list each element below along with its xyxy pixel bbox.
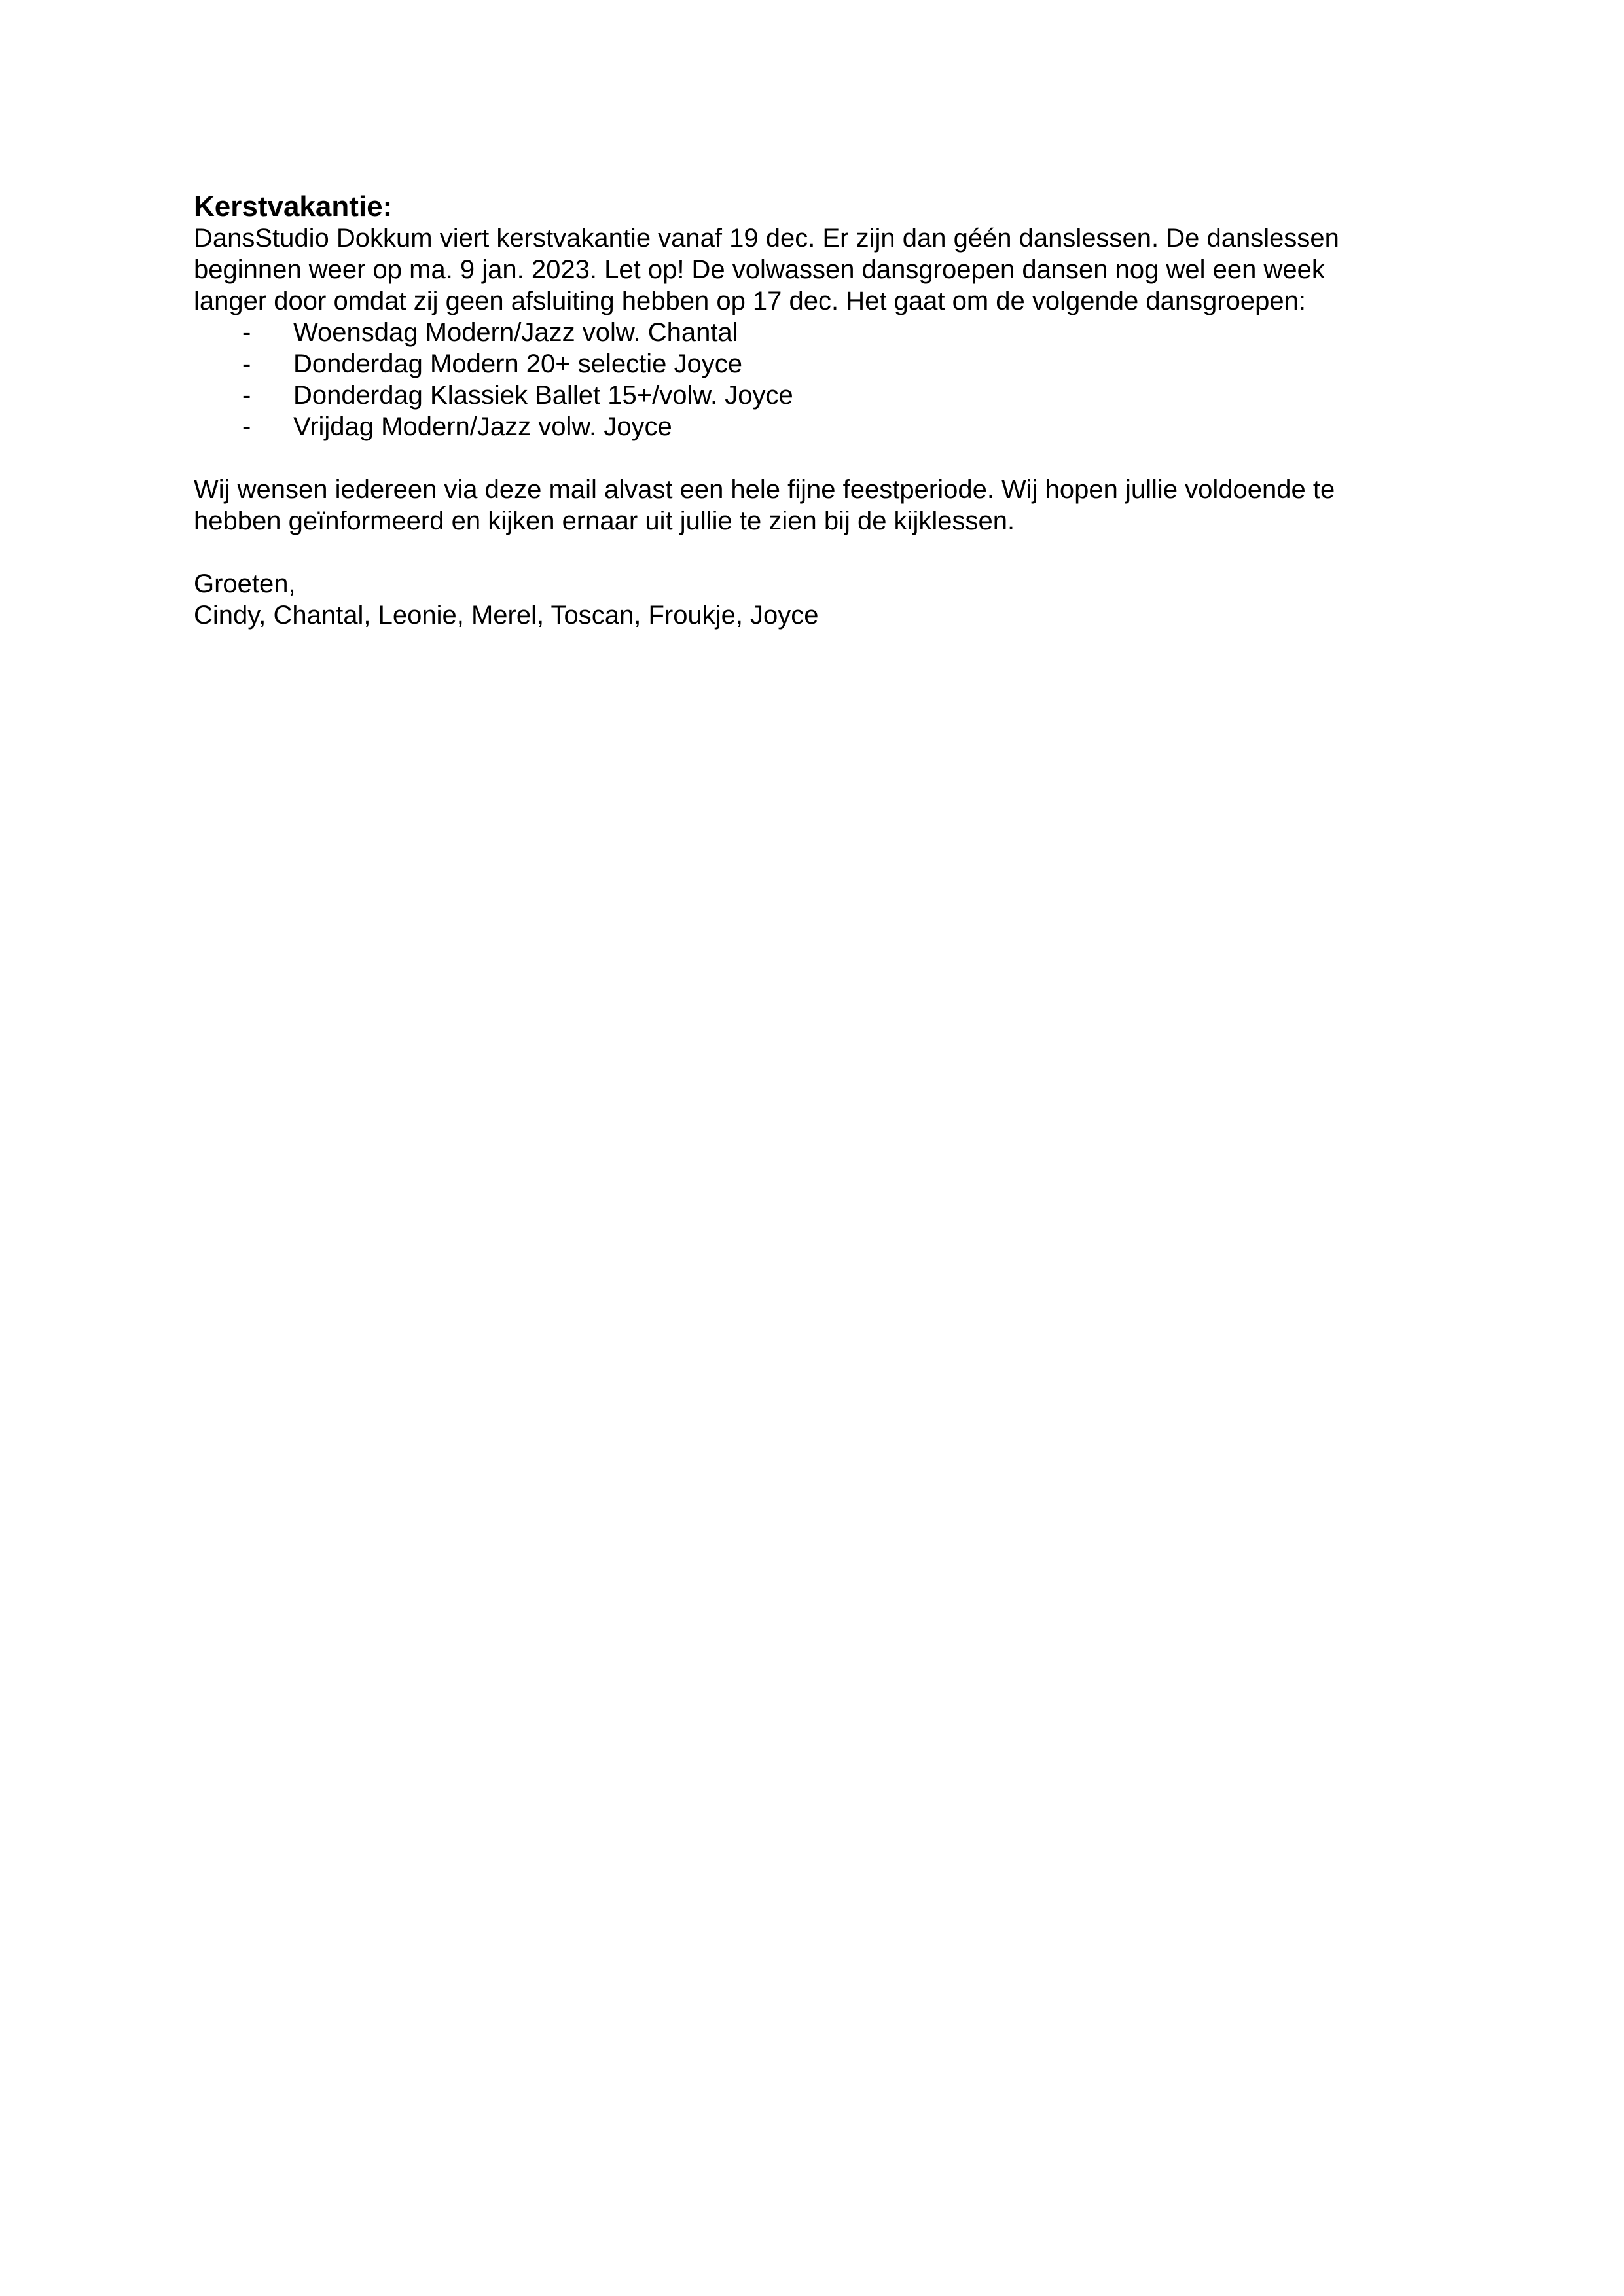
list-bullet: - [242,318,251,347]
closing-greeting: Groeten, [194,569,296,598]
section-heading: Kerstvakantie: [194,190,393,223]
intro-paragraph [194,223,1437,317]
list-item [194,348,1437,380]
list-bullet: - [242,350,251,378]
intro-line: DansStudio Dokkum viert kerstvakantie vanaf 19 dec. Er zijn dan géén danslessen. De danslessen [194,224,1339,253]
wishes-paragraph [194,474,1437,537]
list-bullet: - [242,412,251,441]
list-bullet: - [242,381,251,410]
document-page [194,191,1437,631]
intro-line: beginnen weer op ma. 9 jan. 2023. Let op! De volwassen dansgroepen dansen nog wel een week [194,255,1325,284]
list-item-text: Donderdag Modern 20+ selectie Joyce [293,350,742,378]
list-item-text: Vrijdag Modern/Jazz volw. Joyce [293,412,672,441]
list-item-text: Donderdag Klassiek Ballet 15+/volw. Joyce [293,381,793,410]
list-item-text: Woensdag Modern/Jazz volw. Chantal [293,318,738,347]
wishes-line: Wij wensen iedereen via deze mail alvast een hele fijne feestperiode. Wij hopen jullie voldoende te [194,475,1335,504]
wishes-line: hebben geïnformeerd en kijken ernaar uit jullie te zien bij de kijklessen. [194,507,1015,535]
spacer [194,537,1437,568]
dance-groups-list [194,317,1437,442]
spacer [194,442,1437,474]
intro-line: langer door omdat zij geen afsluiting hebben op 17 dec. Het gaat om de volgende dansgroepen: [194,287,1306,315]
list-item [194,317,1437,348]
list-item [194,411,1437,442]
signature-names: Cindy, Chantal, Leonie, Merel, Toscan, Froukje, Joyce [194,601,819,630]
closing-paragraph [194,568,1437,631]
list-item [194,380,1437,411]
